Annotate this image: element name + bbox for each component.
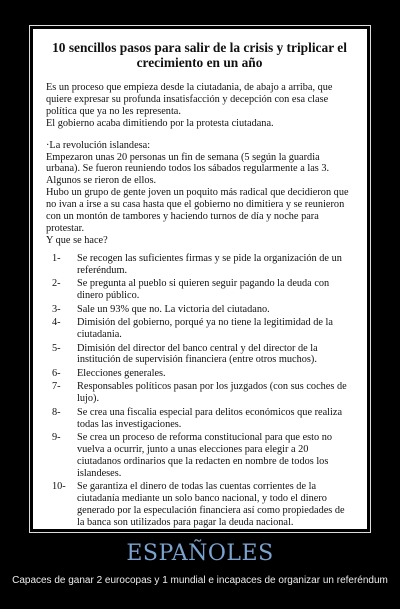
revolution-paragraph-2: Hubo un grupo de gente joven un poquito más radical que decidieron que no ivan a irse a su casa hasta que el gobierno no dimitiera y se reunieron con un montón de tambores y haciendo turnos de día y noche para protestar. (46, 187, 349, 234)
steps-list (46, 253, 353, 529)
revolution-paragraph-1: Empezaron unas 20 personas un fin de semana (5 según la guardia urbana). Se fueron reuniendo todos los sábados regularmente a las 3. Algunos se rieron de ellos. (46, 151, 330, 187)
caption-text: Capaces de ganar 2 eurocopas y 1 mundial e incapaces de organizar un referéndum (12, 575, 388, 586)
document-page (33, 29, 367, 529)
list-item: 5- Dimisión del director del banco central y del director de la institución de supervisión financiera (entre otros muchos). (52, 342, 318, 366)
list-item: 7- Responsables políticos pasan por los juzgados (con sus coches de lujo). (52, 381, 347, 405)
banner-title: ESPAÑOLES (126, 541, 274, 566)
intro-paragraph-1: Es un proceso que empieza desde la ciutadania, de abajo a arriba, que quiere expresar su profunda insatisfacción y decepción con esa clase política que ya no les representa. (46, 82, 333, 117)
revolution-question: Y que se hace? (46, 234, 108, 246)
list-item: 4- Dimisión del gobierno, porqué ya no tiene la legitimidad de la ciutadania. (52, 317, 333, 340)
list-item: 8- Se crea una fiscalia especial para delitos económicos que realiza todas las investigaciones. (52, 406, 343, 430)
list-item: 9- Se crea un proceso de reforma constitucional para que esto no vuelva a ocurrir, junto a unas elecciones para elegir a 20 ciutadanos ordinarios que la redacten en nombre de todos los islandeses. (52, 432, 333, 479)
list-item: 2- Se pregunta al pueblo si quieren seguir pagando la deuda con dinero público. (52, 278, 330, 302)
list-item: 3- Sale un 93% que no. La victoria del ciutadano. (52, 303, 270, 315)
list-item: 1- Se recogen las suficientes firmas y se pide la organización de un referéndum. (52, 252, 342, 276)
list-item: 6- Elecciones generales. (52, 367, 166, 379)
list-item: 10- Se garantiza el dinero de todas las cuentas corrientes de la ciutadanía mediante un solo banco nacional, y todo el dinero generado por la especulación financiera así como propiedades de la banca son utilizados para pagar la deuda nacional. (52, 481, 345, 529)
intro-paragraph-2: El gobierno acaba dimitiendo por la protesta ciutadana. (46, 117, 274, 129)
revolution-heading: ·La revolución islandesa: (46, 139, 151, 151)
document-title: 10 sencillos pasos para salir de la crisis y triplicar el crecimiento en un año (52, 40, 347, 70)
